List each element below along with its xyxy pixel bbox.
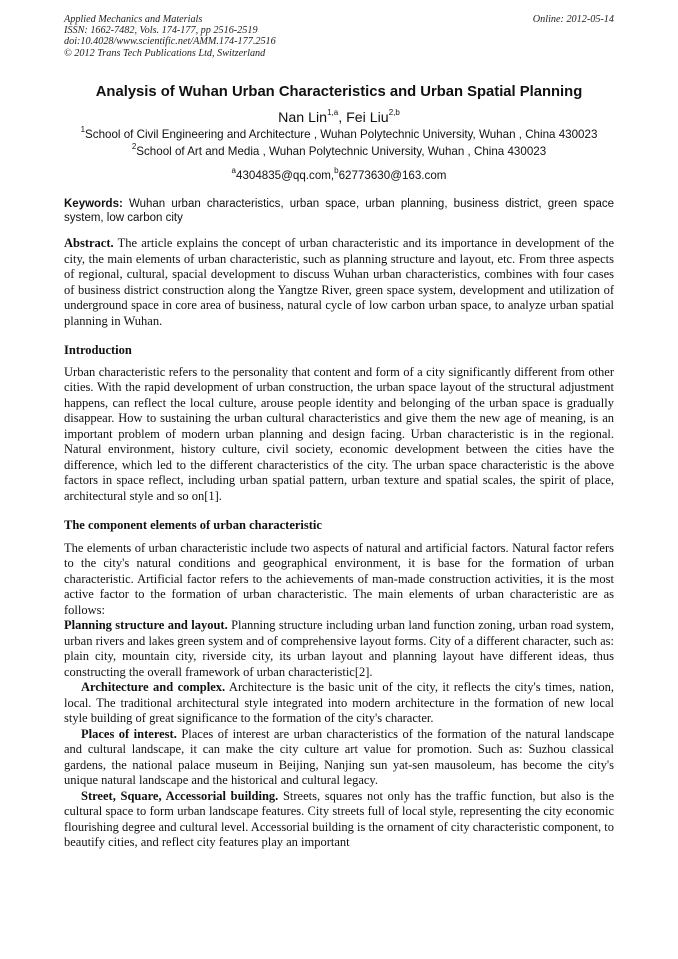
journal-copyright: © 2012 Trans Tech Publications Ltd, Switzerland [64,47,266,59]
component-text: Planning structure including urban land function zoning, urban road system, urban rivers and lakes green system and of comprehensive layout forms. City of a different character, such as: plain city, mountain city, riverside city, its urban layout and planning layout have different ideas, thus constructing the overall framework of urban characteristic[2]. [64,618,614,679]
affiliation-text: School of Civil Engineering and Architecture , Wuhan Polytechnic University, Wuhan , China 430023 [85,128,598,141]
online-date: Online: 2012-05-14 [532,14,614,25]
author-emails [64,166,614,183]
component-paragraph [64,680,614,727]
component-text: Places of interest are urban characteristics of the formation of the natural landscape and cultural landscape, it can make the city culture art value for promotion. Such as: Suzhou classical gardens, the national palace museum in Beijing, Nanjing sun yat-sen mausoleum, has become the city's unique natural landscape and the historical and cultural legacy. [64,726,615,787]
journal-header [64,14,614,64]
section-heading-introduction: Introduction [64,343,132,357]
abstract-label: Abstract. [64,236,114,250]
paper-page [64,14,614,851]
author-line [64,110,614,127]
components-intro-paragraph: The elements of urban characteristic include two aspects of natural and artificial factors. Natural factor refers to the city's natural conditions and geographical environment, it is base for the formation of urban characteristic. Artificial factor refers to the achievements of man-made construction activities, it is the most active factor to the formation of urban characteristic. The main elements of urban characteristic are as follows: [64,540,614,617]
component-text: Streets, squares not only has the traffic function, but also is the cultural space to form urban landscape features. City streets full of local style, representing the city economic flourishing degree and cultural level. Accessorial building is the ornament of city characteristic component, to beautify cities, and reflect city features play an important [64,788,614,849]
author-sup: 1,a [327,108,339,118]
component-label: Places of interest. [81,726,177,741]
keywords-text: Wuhan urban characteristics, urban space, urban planning, business district, green space system, low carbon city [64,198,615,224]
component-paragraph [64,727,614,789]
paper-title: Analysis of Wuhan Urban Characteristics and Urban Spatial Planning [95,84,583,100]
component-paragraph [64,789,614,851]
email-link: 4304835@qq.com, [236,169,335,182]
journal-issn: ISSN: 1662-7482, Vols. 174-177, pp 2516-2519 [64,25,258,37]
affiliation-sup: 1 [80,125,86,135]
keywords [64,197,614,225]
abstract-text: The article explains the concept of urban characteristic and its importance in development of the city, the main elements of urban characteristic, such as planning structure and layout, etc. From three aspects of regional, cultural, spacial development to discuss Wuhan urban characteristics, combines with four cases of business district construction along the Yangtze River, green space system, development and utilization of underground space in core area of business, natural cycle of low carbon urban space, to analyze urban spatial planning in Wuhan. [64,236,614,328]
section-heading-components: The component elements of urban characteristic [64,518,322,532]
affiliation-1 [64,125,614,142]
journal-name: Applied Mechanics and Materials [64,14,203,25]
component-label: Street, Square, Accessorial building. [81,788,279,803]
keywords-label: Keywords: [64,198,123,210]
journal-info [64,14,614,59]
author-name: Nan Lin [278,110,328,126]
email-link: 62773630@163.com [338,169,447,182]
component-label: Architecture and complex. [81,680,226,694]
affiliation-sup: 2 [131,142,137,152]
component-text: Architecture is the basic unit of the city, it reflects the city's times, nation, local. The traditional architectural style integrated into modern architecture in the formation of new local style building of great significance to the formation of the city's character. [64,680,615,725]
author-name: Fei Liu [346,110,389,126]
author-sup: 2,b [388,108,400,118]
introduction-paragraph: Urban characteristic refers to the personality that content and form of a city significantly different from other cities. With the rapid development of urban construction, the urban space layout of the structural adjustment happens, can reflect the local culture, arouse people identity and belonging of the urban space is gradually disappear. How to sustaining the urban cultural characteristics and give them the new age of meaning, is an important problem of modern urban planning and design facing. Urban characteristic is in the regional. Natural environment, history culture, civil society, economic development between the cities have the difference, which led to the different characteristics of the city. The urban space characteristic is the above factors in space reflect, including urban spatial pattern, urban texture and spatial scales, the spirit of place, architectural style and so on[1]. [64,364,614,503]
author-separator: , [338,110,347,126]
email-sup: a [231,166,236,176]
journal-doi: doi:10.4028/www.scientific.net/AMM.174-177.2516 [64,36,276,48]
component-label: Planning structure and layout. [64,618,228,632]
component-paragraph [64,618,614,680]
affiliation-2 [64,142,614,159]
email-sup: b [334,166,339,176]
affiliation-text: School of Art and Media , Wuhan Polytechnic University, Wuhan , China 430023 [136,145,547,158]
abstract [64,236,614,329]
